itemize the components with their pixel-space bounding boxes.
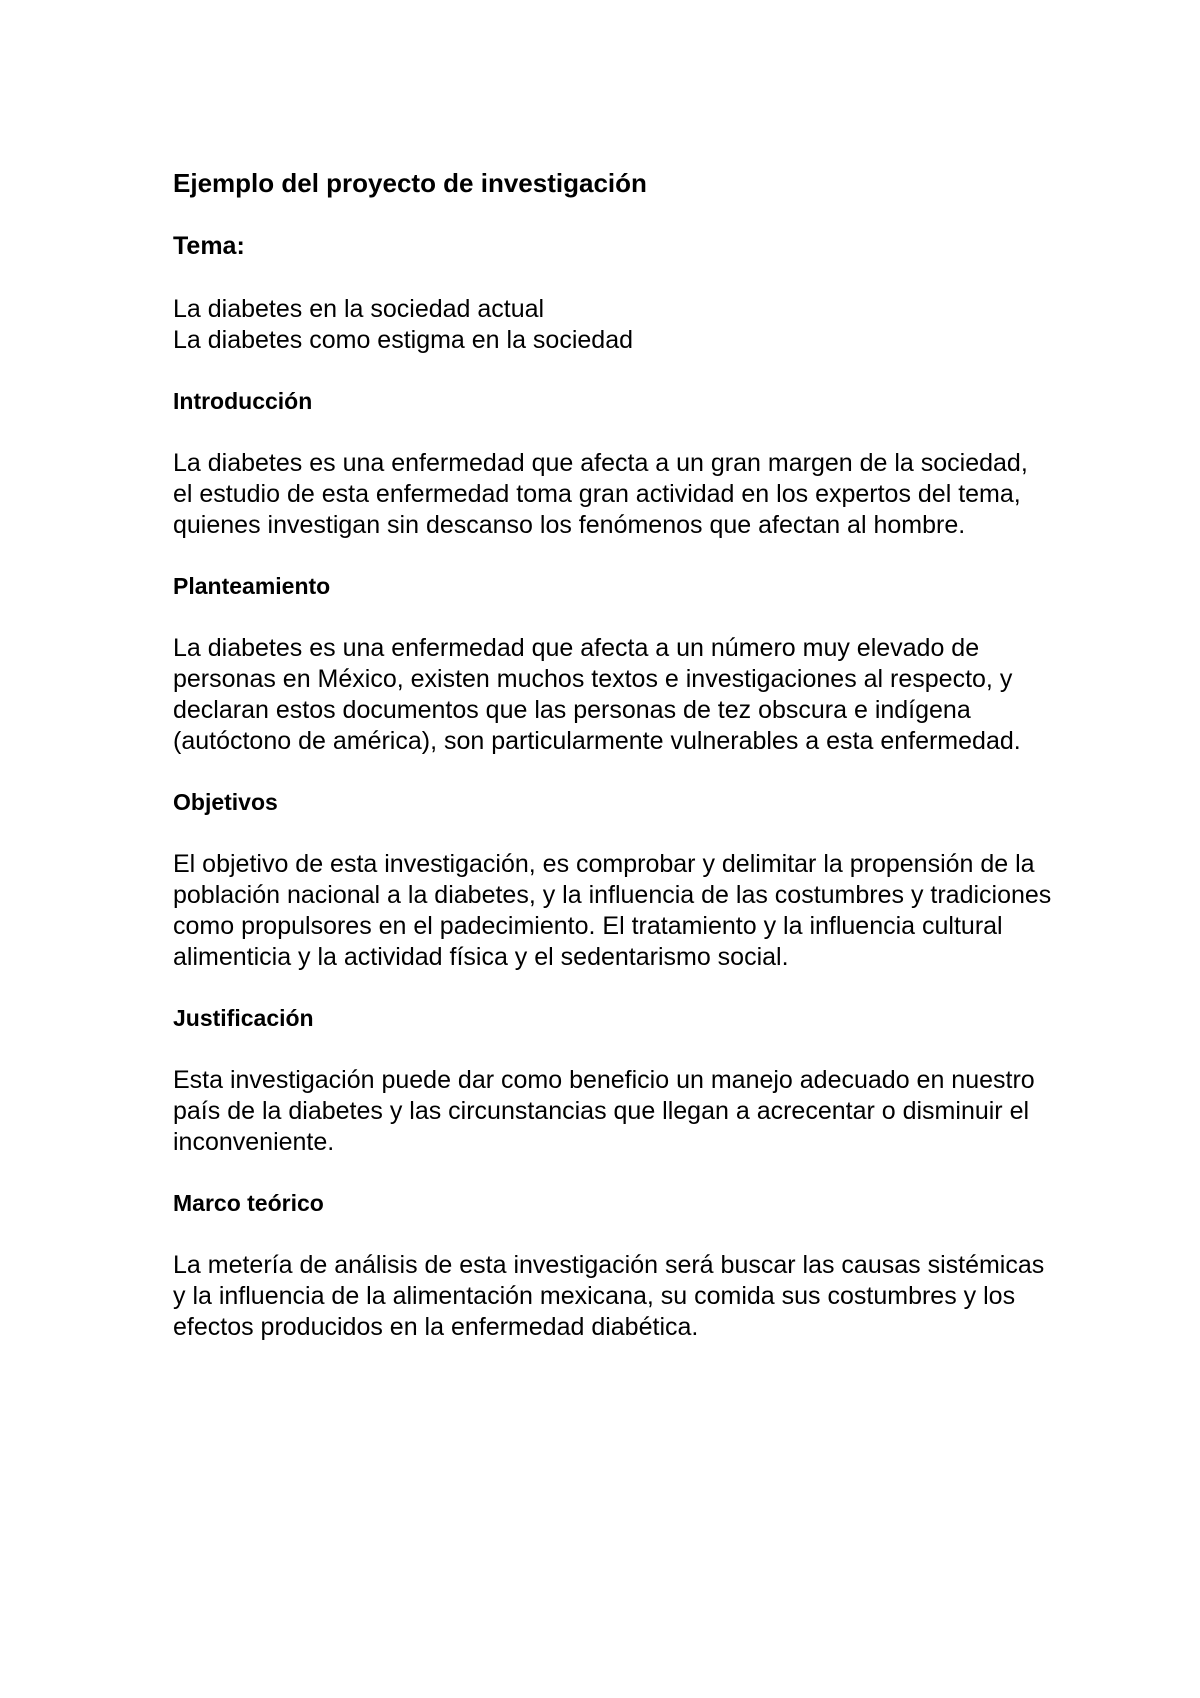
tema-label: Tema: [173,232,245,260]
section-heading: Planteamiento [173,573,331,599]
section-marco-teorico [173,1188,1053,1343]
tema-lines [173,294,1053,356]
section-heading: Objetivos [173,789,278,815]
section-body: El objetivo de esta investigación, es comprobar y delimitar la propensión de la población nacional a la diabetes, y la influencia de las costumbres y tradiciones como propulsores en el padecimiento. El tratamiento y la influencia cultural alimenticia y la actividad física y el sedentarismo social. [173,850,1052,971]
section-planteamiento [173,571,1053,757]
document-page [173,168,1053,1373]
section-introduccion [173,386,1053,541]
section-body: La metería de análisis de esta investigación será buscar las causas sistémicas y la influencia de la alimentación mexicana, su comida sus costumbres y los efectos producidos en la enfermedad diabética. [173,1251,1045,1341]
section-justificacion [173,1003,1053,1158]
section-body: La diabetes es una enfermedad que afecta a un gran margen de la sociedad, el estudio de esta enfermedad toma gran actividad en los expertos del tema, quienes investigan sin descanso los fenómenos que afectan al hombre. [173,449,1028,539]
section-objetivos [173,787,1053,973]
document-title: Ejemplo del proyecto de investigación [173,168,647,198]
section-body: La diabetes es una enfermedad que afecta a un número muy elevado de personas en México, existen muchos textos e investigaciones al respecto, y declaran estos documentos que las personas de tez obscura e indígena (autóctono de américa), son particularmente vulnerables a esta enfermedad. [173,634,1021,755]
tema-line: La diabetes en la sociedad actual [173,295,545,323]
section-body: Esta investigación puede dar como beneficio un manejo adecuado en nuestro país de la diabetes y las circunstancias que llegan a acrecentar o disminuir el inconveniente. [173,1066,1035,1156]
tema-line: La diabetes como estigma en la sociedad [173,326,634,354]
section-heading: Justificación [173,1005,314,1031]
section-heading: Introducción [173,388,313,414]
section-heading: Marco teórico [173,1190,324,1216]
